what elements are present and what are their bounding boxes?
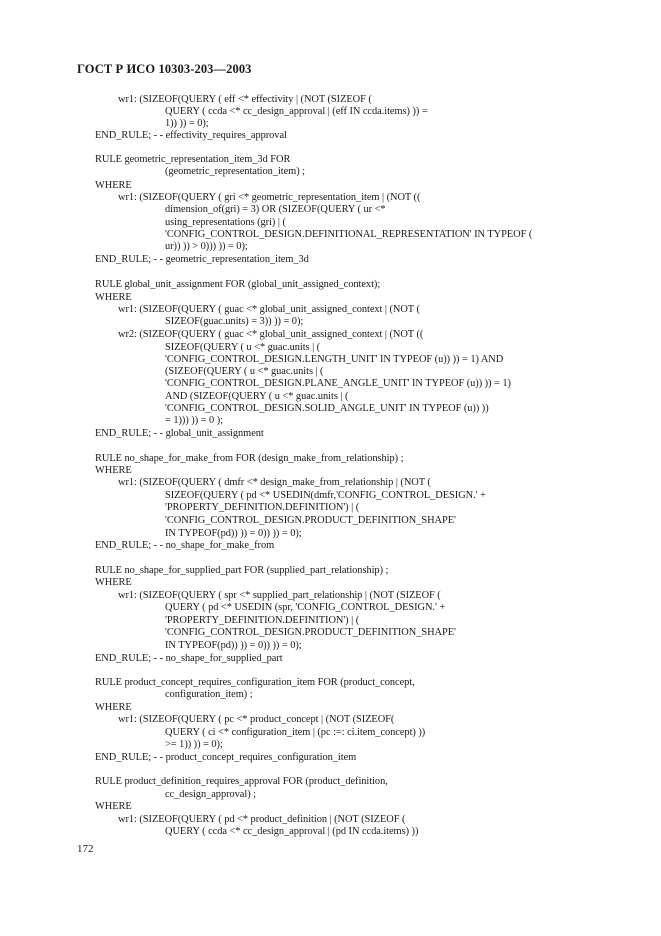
code-line: wr1: (SIZEOF(QUERY ( guac <* global_unit_assigned_context | (NOT ( [118, 304, 420, 315]
code-line: SIZEOF(QUERY ( u <* guac.units | ( [165, 342, 321, 353]
code-line: RULE product_definition_requires_approval FOR (product_definition, [95, 776, 388, 787]
code-line: RULE no_shape_for_supplied_part FOR (supplied_part_relationship) ; [95, 565, 389, 576]
code-line: IN TYPEOF(pd)) )) = 0)) )) = 0); [165, 528, 302, 539]
code-line: wr1: (SIZEOF(QUERY ( dmfr <* design_make_from_relationship | (NOT ( [118, 477, 431, 488]
code-line: WHERE [95, 465, 132, 476]
page-number: 172 [77, 843, 94, 855]
code-line: SIZEOF(guac.units) = 3)) )) = 0); [165, 316, 304, 327]
code-line: WHERE [95, 292, 132, 303]
code-line: 'CONFIG_CONTROL_DESIGN.SOLID_ANGLE_UNIT' IN TYPEOF (u)) )) [165, 403, 489, 414]
code-line: RULE global_unit_assignment FOR (global_unit_assigned_context); [95, 279, 381, 290]
code-line: 'CONFIG_CONTROL_DESIGN.LENGTH_UNIT' IN TYPEOF (u)) )) = 1) AND [165, 354, 504, 365]
code-line: END_RULE; - - effectivity_requires_approval [95, 130, 287, 141]
code-line: WHERE [95, 577, 132, 588]
code-line: IN TYPEOF(pd)) )) = 0)) )) = 0); [165, 640, 302, 651]
code-line: RULE product_concept_requires_configuration_item FOR (product_concept, [95, 677, 415, 688]
code-line: QUERY ( ccda <* cc_design_approval | (eff IN ccda.items) )) = [165, 106, 428, 117]
code-line: (SIZEOF(QUERY ( u <* guac.units | ( [165, 366, 324, 377]
code-line: WHERE [95, 180, 132, 191]
code-line: configuration_item) ; [165, 689, 253, 700]
code-line: using_representations (gri) | ( [165, 217, 286, 228]
code-line: dimension_of(gri) = 3) OR (SIZEOF(QUERY ( ur <* [165, 204, 386, 215]
code-line: wr1: (SIZEOF(QUERY ( pc <* product_concept | (NOT (SIZEOF( [118, 714, 395, 725]
code-line: wr2: (SIZEOF(QUERY ( guac <* global_unit_assigned_context | (NOT (( [118, 329, 424, 340]
code-line: END_RULE; - - no_shape_for_supplied_part [95, 653, 283, 664]
code-line: RULE geometric_representation_item_3d FOR [95, 154, 291, 165]
code-line: 'CONFIG_CONTROL_DESIGN.PRODUCT_DEFINITION_SHAPE' [165, 515, 456, 526]
code-line: 'PROPERTY_DEFINITION.DEFINITION') | ( [165, 502, 360, 513]
code-line: QUERY ( ci <* configuration_item | (pc :=: ci.item_concept) )) [165, 727, 426, 738]
code-line: END_RULE; - - global_unit_assignment [95, 428, 264, 439]
code-line: WHERE [95, 801, 132, 812]
code-line: RULE no_shape_for_make_from FOR (design_make_from_relationship) ; [95, 453, 404, 464]
code-line: SIZEOF(QUERY ( pd <* USEDIN(dmfr,'CONFIG_CONTROL_DESIGN.' + [165, 490, 486, 501]
code-line: 'CONFIG_CONTROL_DESIGN.PLANE_ANGLE_UNIT' IN TYPEOF (u)) )) = 1) [165, 378, 511, 389]
code-line: >= 1)) )) = 0); [165, 739, 223, 750]
code-line: wr1: (SIZEOF(QUERY ( spr <* supplied_part_relationship | (NOT (SIZEOF ( [118, 590, 441, 601]
code-line: END_RULE; - - no_shape_for_make_from [95, 540, 275, 551]
code-line: 'CONFIG_CONTROL_DESIGN.PRODUCT_DEFINITION_SHAPE' [165, 627, 456, 638]
code-line: 1)) )) = 0); [165, 118, 209, 129]
code-line: END_RULE; - - product_concept_requires_configuration_item [95, 752, 357, 763]
code-line: END_RULE; - - geometric_representation_item_3d [95, 254, 309, 265]
code-line: (geometric_representation_item) ; [165, 166, 306, 177]
code-line: wr1: (SIZEOF(QUERY ( eff <* effectivity | (NOT (SIZEOF ( [118, 94, 372, 105]
code-line: 'PROPERTY_DEFINITION.DEFINITION') | ( [165, 615, 360, 626]
code-line: = 1))) )) = 0 ); [165, 415, 223, 426]
document-header: ГОСТ Р ИСО 10303-203—2003 [77, 62, 252, 76]
code-line: QUERY ( pd <* USEDIN (spr, 'CONFIG_CONTROL_DESIGN.' + [165, 602, 446, 613]
code-line: wr1: (SIZEOF(QUERY ( gri <* geometric_representation_item | (NOT (( [118, 192, 421, 203]
code-line: cc_design_approval) ; [165, 789, 256, 800]
code-line: wr1: (SIZEOF(QUERY ( pd <* product_definition | (NOT (SIZEOF ( [118, 814, 406, 825]
code-line: AND (SIZEOF(QUERY ( u <* guac.units | ( [165, 391, 349, 402]
code-line: 'CONFIG_CONTROL_DESIGN.DEFINITIONAL_REPRESENTATION' IN TYPEOF ( [165, 229, 533, 240]
code-line: QUERY ( ccda <* cc_design_approval | (pd IN ccda.items) )) [165, 826, 419, 837]
code-line: WHERE [95, 702, 132, 713]
code-line: ur)) )) > 0))) )) = 0); [165, 241, 248, 252]
